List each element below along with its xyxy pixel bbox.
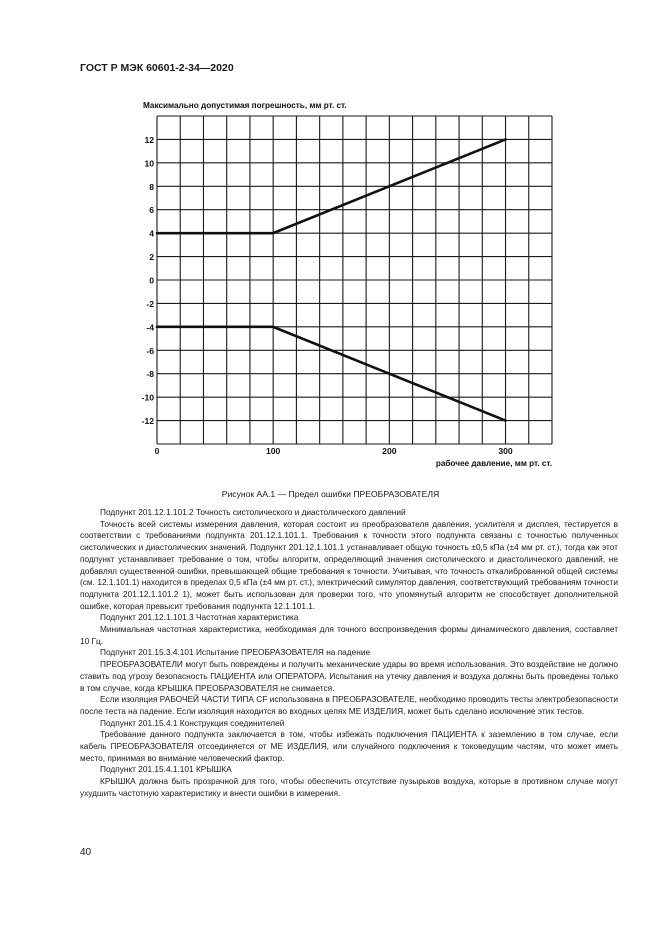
x-tick-label: 100 xyxy=(266,446,281,456)
paragraph: Если изоляция РАБОЧЕЙ ЧАСТИ ТИПА CF использована в ПРЕОБРАЗОВАТЕЛЕ, необходимо проводить тесты электробезопасности после теста на падение. Если изоляция находится во входных цепях МЕ ИЗДЕЛИЯ, может быть сделано исключение этих тестов. xyxy=(80,694,618,716)
y-tick-label: 8 xyxy=(149,181,154,192)
paragraph: Подпункт 201.12.1.101.3 Частотная характеристика xyxy=(100,612,299,623)
y-tick-label: 4 xyxy=(149,228,154,239)
paragraph: Минимальная частотная характеристика, необходимая для точного воспроизведения формы динамического давления, составляет 10 Гц. xyxy=(80,624,618,646)
document-header: ГОСТ Р МЭК 60601-2-34—2020 xyxy=(80,62,234,74)
paragraph: Точность всей системы измерения давления, которая состоит из преобразователя давления, усилителя и дисплея, тестируется в соответствии с требованиями подпункта 201.12.1.101.1. Требования к точности этого подпункта связаны с точностью полученных систолических и диастолических значений. Подпункт 201.12.1.101.1 устанавливает общую точность ±0,5 кПа (±4 мм рт. ст.), тогда как этот подпункт устанавливает требование о том, чтобы алгоритм, определяющий значения систолического и диастолического давлений, не добавлял существенной ошибки, превышающей общие требования к точности. Учитывая, что точность откалиброванной общей системы (см. 12.1.101.1) находится в пределах 0,5 кПа (±4 мм рт. ст.), электрический симулятор давления, соответствующий требованиям точности подпункта 201.12.1.101.2 1), может быть использован для проверки того, что упомянутый алгоритм не способствует дополнительной ошибке, которая превысит требования подпункта 12.1.101.1. xyxy=(80,518,618,611)
x-tick-label: 300 xyxy=(498,446,513,456)
y-tick-label: 6 xyxy=(149,205,154,216)
y-tick-label: -8 xyxy=(146,369,154,380)
y-tick-labels xyxy=(142,135,155,426)
paragraph: Подпункт 201.15.3.4.101 Испытание ПРЕОБРАЗОВАТЕЛЯ на падение xyxy=(100,647,371,658)
paragraph: Подпункт 201.15.4.1 Конструкция соединителей xyxy=(100,717,285,728)
paragraph: ПРЕОБРАЗОВАТЕЛИ могут быть повреждены и получить механические удары во время использования. Это воздействие не должно ставить под угрозу безопасность ПАЦИЕНТА или ОПЕРАТОРА. Испытания на утечку давления и воздуха должны быть проведены только в том случае, когда КРЫШКА ПРЕОБРАЗОВАТЕЛЯ не снимается. xyxy=(80,659,618,693)
y-tick-label: 12 xyxy=(144,134,154,145)
paragraph: Требование данного подпункта заключается в том, чтобы избежать подключения ПАЦИЕНТА к заземлению в том случае, если кабель ПРЕОБРАЗОВАТЕЛЯ отсоединяется от МЕ ИЗДЕЛИЯ, или случайного подключения к токоведущим частям, что может иметь место, принимая во внимание человеческий фактор. xyxy=(80,729,618,763)
figure-caption: Рисунок АА.1 — Предел ошибки ПРЕОБРАЗОВАТЕЛЯ xyxy=(221,489,440,499)
y-tick-label: -2 xyxy=(146,298,154,309)
paragraph: Подпункт 201.15.4.1.101 КРЫШКА xyxy=(100,764,232,775)
paragraph: КРЫШКА должна быть прозрачной для того, чтобы обеспечить отсутствие пузырьков воздуха, которые в противном случае могут ухудшить частотную характеристику и внести ошибки в измерения. xyxy=(80,776,618,798)
chart-grid xyxy=(157,116,552,444)
y-tick-label: -4 xyxy=(146,322,154,333)
x-tick-labels xyxy=(155,446,513,456)
x-axis-title: рабочее давление, мм рт. ст. xyxy=(435,459,552,468)
y-tick-label: 10 xyxy=(144,158,154,169)
x-tick-label: 0 xyxy=(154,446,160,456)
page-number: 40 xyxy=(80,847,92,858)
x-tick-label: 200 xyxy=(382,446,397,456)
y-tick-label: 2 xyxy=(149,252,154,263)
y-tick-label: -6 xyxy=(146,345,154,356)
paragraph: Подпункт 201.12.1.101.2 Точность систолического и диастолического давлений xyxy=(100,507,406,517)
y-tick-label: -10 xyxy=(141,392,154,403)
y-tick-label: -12 xyxy=(141,416,154,427)
y-axis-title: Максимально допустимая погрешность, мм рт. ст. xyxy=(143,101,347,110)
y-tick-label: 0 xyxy=(149,275,154,286)
body-text xyxy=(80,507,618,800)
